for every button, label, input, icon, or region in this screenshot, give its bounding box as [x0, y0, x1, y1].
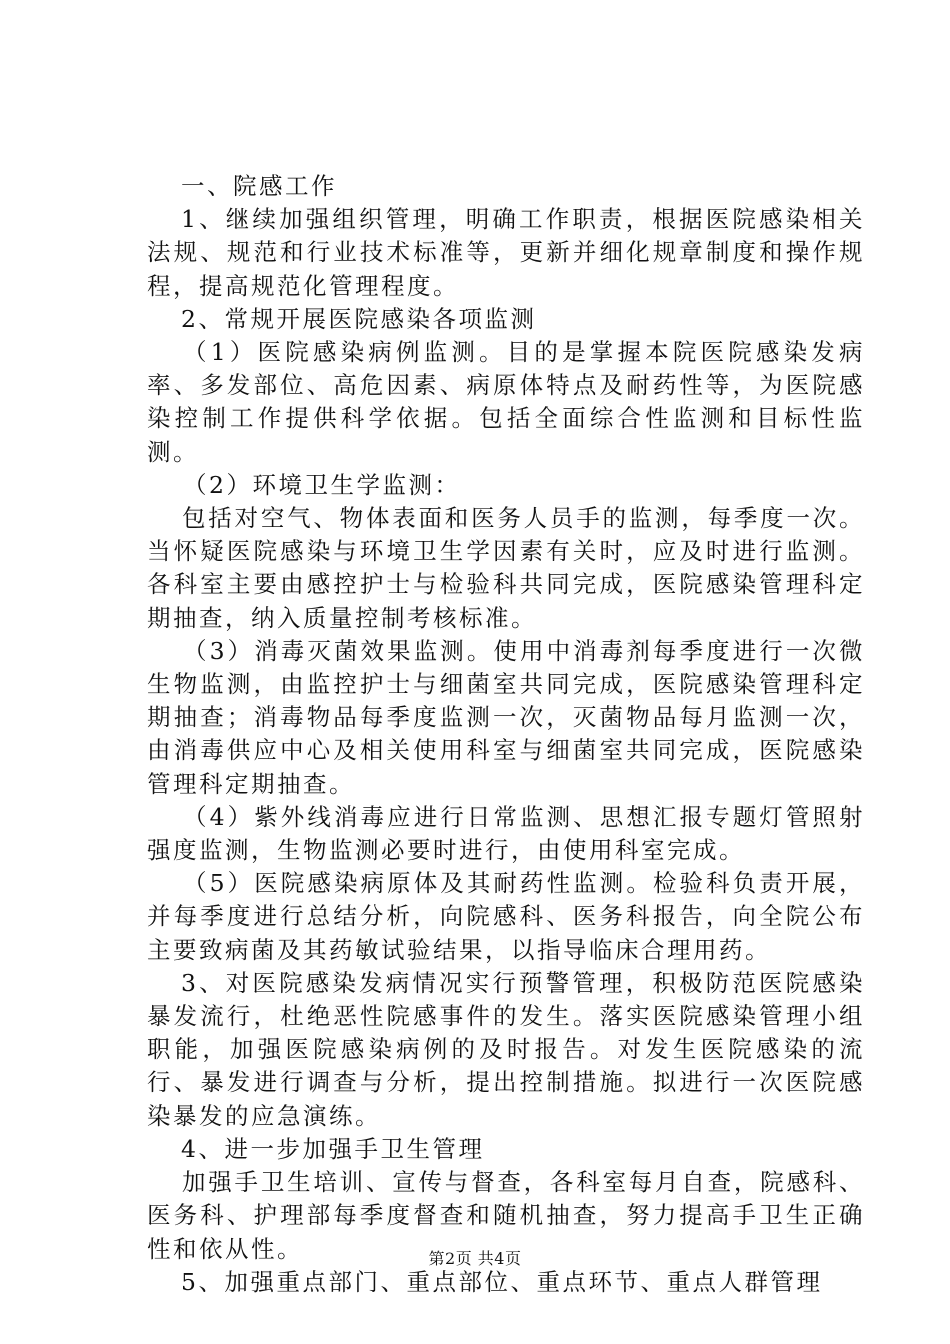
paragraph: 2、常规开展医院感染各项监测	[181, 304, 537, 333]
paragraph: 包括对空气、物体表面和医务人员手的监测，每季度一次。当怀疑医院感染与环境卫生学因素有关时，应及时进行监测。各科室主要由感控护士与检验科共同完成，医院感染管理科定期抽查，纳入质量控制考核标准。	[147, 504, 865, 632]
paragraph: 1、继续加强组织管理，明确工作职责，根据医院感染相关法规、规范和行业技术标准等，更新并细化规章制度和操作规程，提高规范化管理程度。	[147, 205, 865, 300]
paragraph: （3）消毒灭菌效果监测。使用中消毒剂每季度进行一次微生物监测，由监控护士与细菌室共同完成，医院感染管理科定期抽查；消毒物品每季度监测一次，灭菌物品每月监测一次，由消毒供应中心及相关使用科室与细菌室共同完成，医院感染管理科定期抽查。	[147, 636, 865, 798]
document-body	[147, 170, 865, 1299]
paragraph: 4、进一步加强手卫生管理	[181, 1134, 485, 1163]
paragraph: （1）医院感染病例监测。目的是掌握本院医院感染发病率、多发部位、高危因素、病原体特点及耐药性等，为医院感染控制工作提供科学依据。包括全面综合性监测和目标性监测。	[147, 338, 865, 466]
paragraph: （2）环境卫生学监测：	[183, 470, 461, 499]
paragraph: 3、对医院感染发病情况实行预警管理，积极防范医院感染暴发流行，杜绝恶性院感事件的发生。落实医院感染管理小组职能，加强医院感染病例的及时报告。对发生医院感染的流行、暴发进行调查与分析，提出控制措施。拟进行一次医院感染暴发的应急演练。	[147, 968, 865, 1130]
page-number: 第2页 共4页	[428, 1249, 522, 1268]
paragraph: 加强手卫生培训、宣传与督查，各科室每月自查，院感科、医务科、护理部每季度督查和随机抽查，努力提高手卫生正确性和依从性。	[147, 1168, 865, 1263]
paragraph: （5）医院感染病原体及其耐药性监测。检验科负责开展，并每季度进行总结分析，向院感科、医务科报告，向全院公布主要致病菌及其药敏试验结果，以指导临床合理用药。	[147, 869, 865, 964]
paragraph: 5、加强重点部门、重点部位、重点环节、重点人群管理	[181, 1267, 823, 1296]
section-heading: 一、院感工作	[181, 172, 337, 200]
paragraph: （4）紫外线消毒应进行日常监测、思想汇报专题灯管照射强度监测，生物监测必要时进行，由使用科室完成。	[147, 802, 865, 865]
